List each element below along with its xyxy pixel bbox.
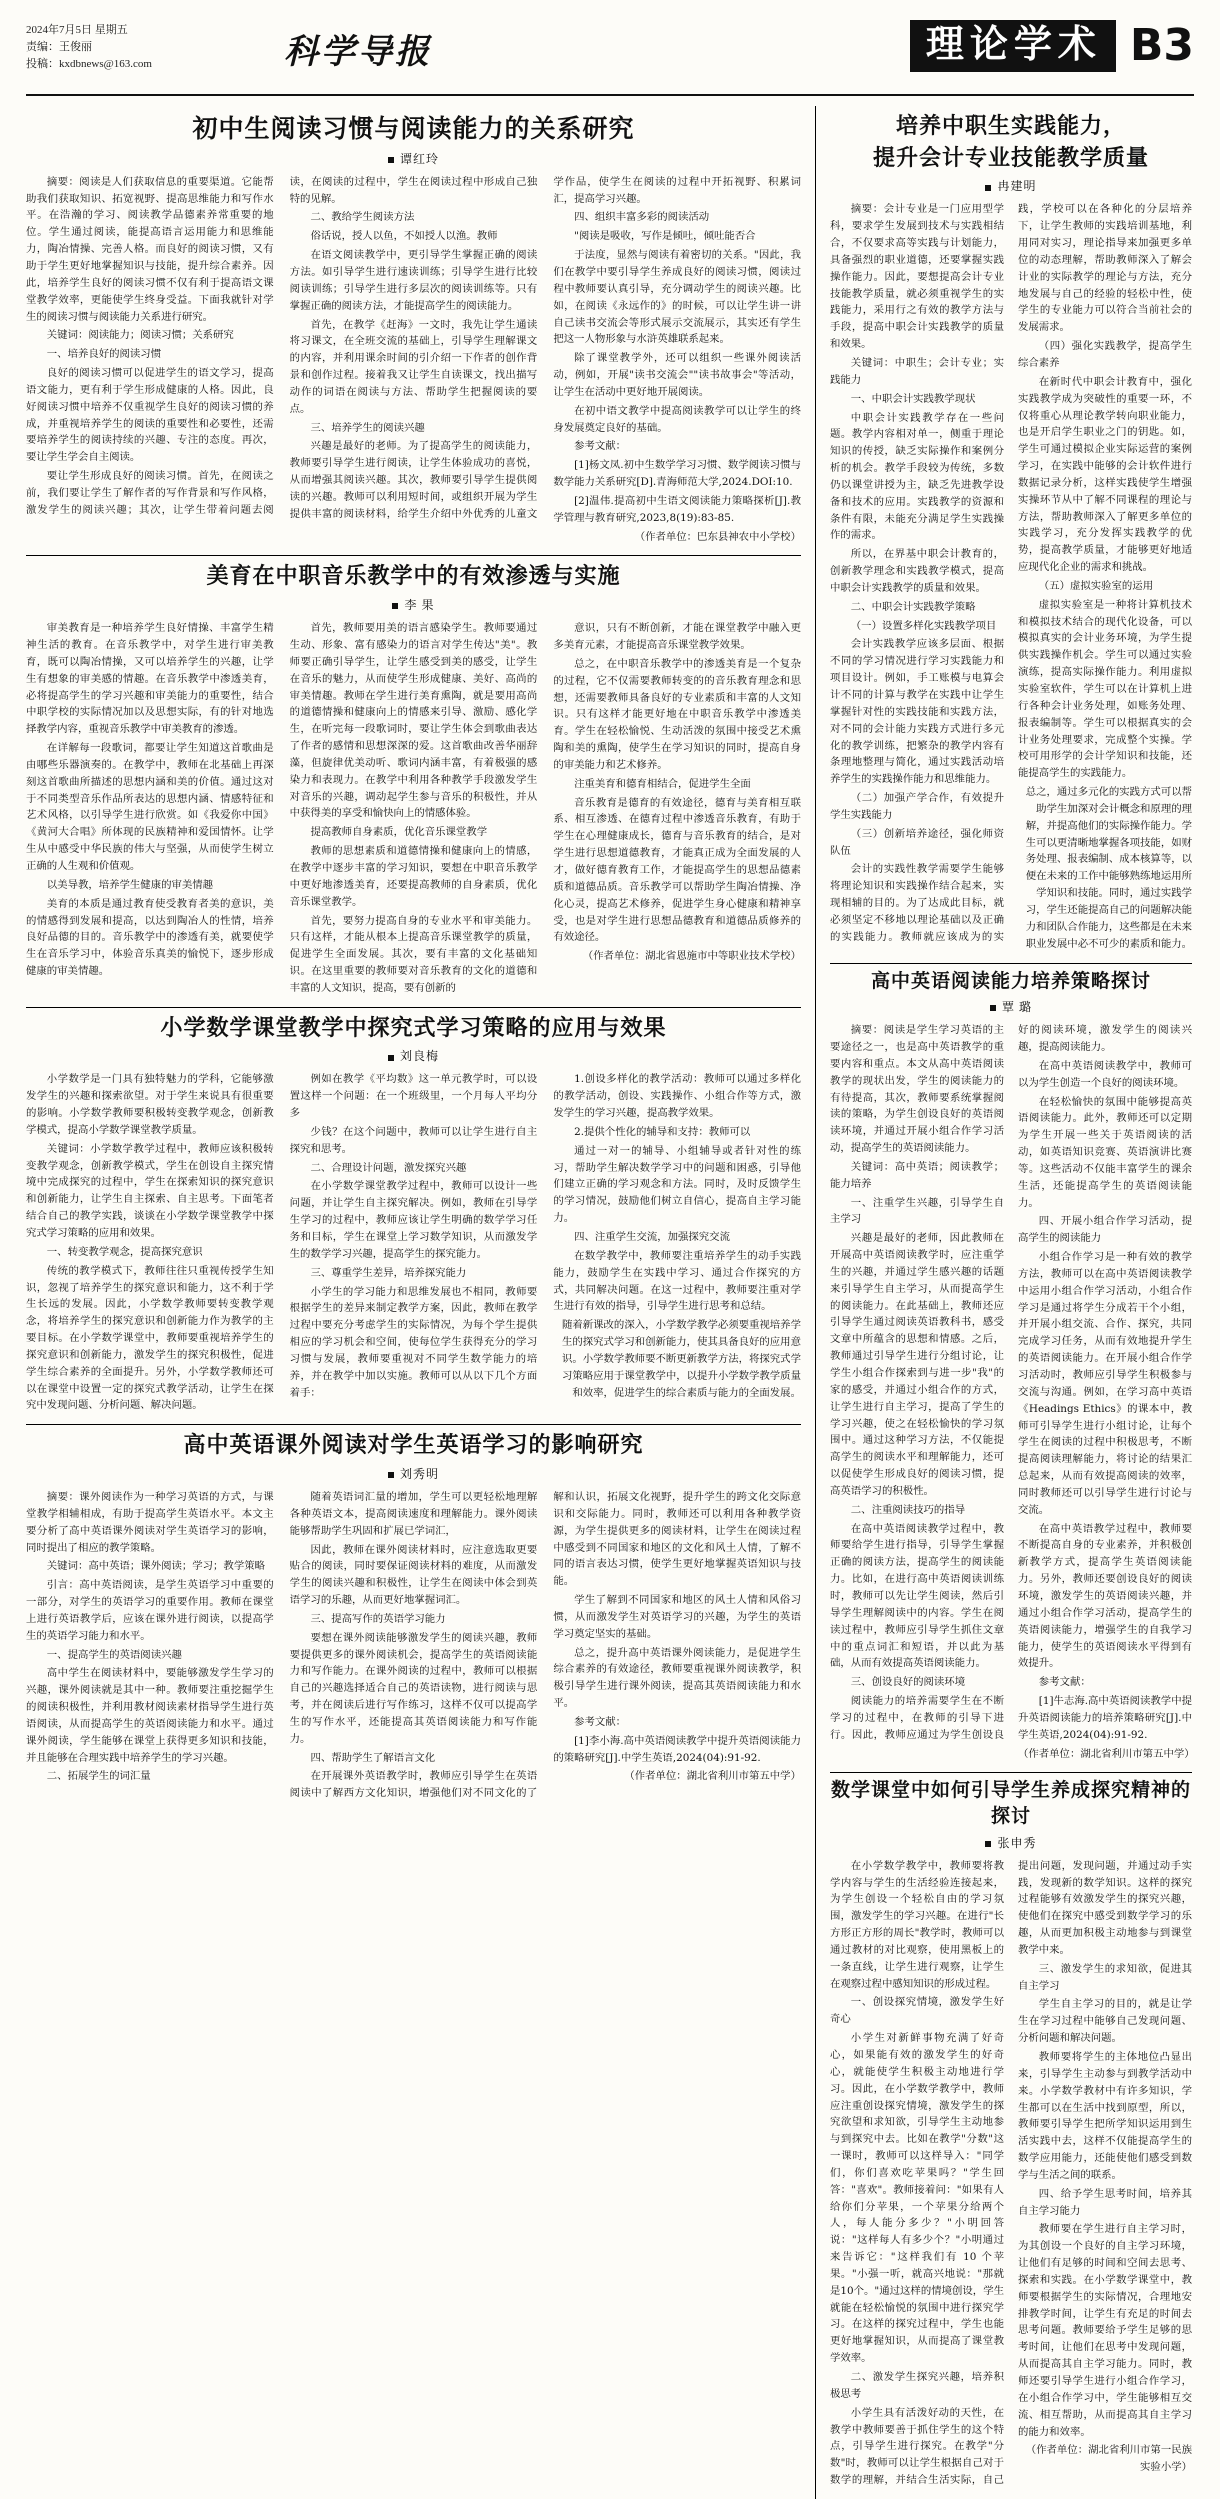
article-title: 数学课堂中如何引导学生养成探究精神的探讨	[830, 1779, 1191, 1828]
author-name: 刘良梅	[399, 1049, 439, 1064]
article-byline	[26, 150, 801, 167]
page-number: B3	[1129, 19, 1194, 71]
paragraph: 二、合理设计问题，激发探究兴趣	[310, 1161, 467, 1174]
article-vocational-accounting-practice	[830, 112, 1192, 953]
paragraph: 关键词：中职生；会计专业；实践能力	[830, 356, 1004, 386]
paragraph: 良好的阅读习惯可以促进学生的语文学习，提高语文能力，更有利于学生形成健康的人格。因此，良好阅读习惯中培养不仅重视学生良好的阅读习惯的养成，并重视培养学生的阅读的重要性和必要性，还需要培养学生的阅读持续的兴趣、专注的态度。再次，要让学生学会自主阅读。	[26, 367, 274, 464]
article-body	[26, 174, 801, 546]
issue-date: 2024年7月5日 星期五	[26, 24, 128, 36]
article-title: 初中生阅读习惯与阅读能力的关系研究	[192, 114, 635, 143]
article-byline	[26, 1465, 801, 1482]
author-name: 李 果	[404, 598, 435, 613]
paragraph: 俗话说，授人以鱼，不如授人以渔。教师	[310, 230, 498, 243]
article-signature: （作者单位：巴东县神农中小学校）	[634, 530, 801, 543]
section-header	[910, 18, 1194, 72]
article-title-line2: 提升会计专业技能教学质量	[872, 144, 1149, 171]
paragraph: "阅读是吸收，写作是倾吐，倾吐能否合	[574, 230, 756, 243]
paragraph: 关键词：小学数学教学过程中，教师应该积极转变教学观念，创新教学模式，学生在创设自主探究情境中完成探究的过程中，学生在探索知识的探究意识和创新能力，让学生自主探索、自主思考。下面笔者结合自己的教学实践，谈谈在小学数学课堂教学中探究式学习策略的应用和效果。	[26, 1142, 274, 1239]
paragraph: 提高教师自身素质，优化音乐课堂教学	[310, 826, 488, 839]
paragraph: （二）加强产学合作，有效提升学生实践能力	[830, 792, 1004, 821]
paragraph: 一、转变教学观念，提高探究意识	[46, 1245, 203, 1258]
references: 小组合作学习是一种有效的教学方法，教师可以在高中英语阅读教学中运用小组合作学习活动，小组合作学习是通过将学生分成若干个小组，并开展小组交流、合作、探究，共同完成学习任务，从而有效地提升学生的英语阅读能力。在开展小组合作学习活动时，教师应引导学生积极参与交流与沟通。例如，在学习高中英语《Headings Ethics》的课本中，教师可引导学生进行小组讨论，让每个学生在阅读的过程中积极思考，不断提高阅读理解能力，将讨论的结果汇总起来，从而有效提高阅读的效率，同时教师还可以引导学生进行讨论与交流。	[1018, 1251, 1192, 1516]
paragraph: 1.创设多样化的教学活动：教师可以通过多样化的教学活动，创设、实践操作、小组合作等方式，激发学生的学习兴趣，提高教学效果。	[553, 1073, 801, 1120]
paragraph: 二、教给学生阅读方法	[310, 211, 415, 224]
paragraph: 关键词：阅读能力；阅读习惯；关系研究	[46, 329, 234, 342]
paragraph: 高中学生在阅读材料中，要能够激发学生学习的兴趣，课外阅读就是其中一种。教师要注重挖掘学生的阅读积极性，并利用教材阅读素材指导学生进行英语阅读，从而提高学生的英语阅读能力和水平。通过课外阅读，学生能够在课堂上获得更多知识和技能，并且能够在合理实践中培养学生的学习兴趣。	[26, 1667, 274, 1764]
paragraph: 三、提高写作的英语学习能力	[310, 1612, 446, 1625]
masthead-info	[26, 18, 226, 73]
paragraph: 总之，在中职音乐教学中的渗透美育是一个复杂的过程，它不仅需要教师转变的的音乐教育理念和思想，还需要教师具备良好的专业素质和丰富的人文知识。只有这样才能更好地在中职音乐教学中渗透美育。学生在轻松愉悦、生动活泼的氛围中接受艺术熏陶和美的熏陶，使学生在学习知识的同时，提高自身的审美能力和艺术修养。	[553, 657, 801, 771]
paragraph: 在新时代中职会计教育中，强化实践教学成为突破性的重要一环，不仅将重心从理论教学转向职业能力，也是开启学生职业之门的钥匙。如，学生可通过模拟企业实际运营的案例学习，在实践中能够的会计软件进行数据记录分析，这样实践使学生增强实操环节从中了解不同课程的理论与方法，帮助教师深入了解更多单位的实践学习，充分发挥实践教学的优势，提高教学质量，才能够更好地适应现代化企业的需求和挑战。	[1018, 375, 1192, 574]
article-body	[26, 1489, 801, 1802]
paragraph: 二、中职会计实践教学策略	[850, 600, 976, 613]
paragraph: 音乐教育是德育的有效途径，德育与美育相互联系、相互渗透、在德育过程中渗透音乐教育，有助于学生在心理健康成长，德育与音乐教育的结合，是对学生进行思想道德教育，才能真正成为全面发展的人才，做好德育教育工作，才能提高学生的思想品德素质和道德品质。音乐教学可以帮助学生陶冶情操、净化心灵，提高艺术修养，促进学生身心健康和精神享受，也是对学生进行思想品德教育和道德品质修养的有效途径。	[553, 796, 801, 944]
paragraph: 虚拟实验室是一种将计算机技术和模拟技术结合的现代化设备，可以模拟真实的会计业务环境，为学生提供实践操作机会。学生可以通过实验演练，提高实际操作能力。利用虚拟实验室软件，学生可以在计算机上进行各种会计业务处理，如账务处理、报表编制等。学生可以根据真实的会计业务处理要求，完成整个实操。学校可用形学的会计学知识和技能，还能提高学生的实践能力。	[1018, 598, 1192, 780]
paragraph: 因此，教师在课外阅读材料时，应注意选取更要贴合的阅读，同时要保证阅读材料的难度，从而激发学生的阅读兴趣和积极性，让学生在阅读中体会到英语学习的乐趣，从而更好地掌握词汇。	[289, 1543, 538, 1607]
paragraph: 三、激发学生的求知欲，促进其自主学习	[1018, 1962, 1192, 1992]
paragraph: 三、培养学生的阅读兴趣	[310, 421, 425, 434]
author-name: 冉建明	[997, 179, 1037, 194]
divider	[830, 963, 1192, 964]
paragraph: 教师要将学生的主体地位凸显出来，引导学生主动参与到教学活动中来。小学数学教材中有许多知识，学生都可以在生活中找到原型，所以，教师要引导学生把所学知识运用到生活实践中去，这样不仅能提高学生的数学应用能力，还能使他们感受到数学与生活之间的联系。	[1018, 2050, 1192, 2181]
byline-square-icon	[985, 185, 991, 191]
article-body	[830, 1858, 1192, 2489]
paragraph: 注重美育和德育相结合，促进学生全面	[574, 777, 751, 790]
paragraph: （五）虚拟实验室的运用	[1038, 579, 1154, 592]
paragraph: 二、激发学生探究兴趣，培养积极思考	[830, 2371, 1004, 2400]
paragraph: 在小学数学教学中，教师要将教学内容与学生的生活经验连接起来，为学生创设一个轻松自由的学习氛围，激发学生的学习兴趣。在进行"长方形正方形的周长"教学时，教师可以通过教材的对比观察，使用黑板上的一条直线，让学生进行观察，让学生在观察过程中感知知识的形成过程。	[830, 1859, 1004, 1990]
paragraph: 兴趣是最好的老师，因此教师在开展高中英语阅读教学时，应注重学生的兴趣，并通过学生感兴趣的话题来引导学生自主学习，从而提高学生的阅读能力。在此基础上，教师还应引导学生通过阅读英语教科书，感受文章中所蕴含的思想和情感。之后，教师通过引导学生进行分组讨论，让学生小组合作探索到与进一步"我"的家的感受，并通过小组合作的方式，让学生进行自主学习，提高了学生的学习兴趣，使之在轻松愉快的学习氛围中。通过这种学习方法，不仅能提高学生的阅读水平和理解能力，还可以促使学生形成良好的阅读习惯，提高英语学习的积极性。	[830, 1232, 1004, 1497]
references: 总之，提升高中英语课外阅读能力，是促进学生综合素养的有效途径，教师要重视课外阅读教学，积极引导学生进行课外阅读，提高其英语阅读能力和水平。	[553, 1646, 801, 1710]
paragraph: 会计实践教学应该多层面、根据不同的学习情况进行学习实践能力和项目设计。例如，手工账模与电算会计不同的计算与教学在实践中让学生掌握针对性的实践技能和实践方法，对不同的会计能力实践方式进行多元化的教学训练，把繁杂的教学内容有条理地整理与简化，通过实践活动培养学生的实践操作能力和思维能力。	[830, 638, 1004, 786]
divider	[26, 1424, 801, 1425]
article-title: 高中英语阅读能力培养策略探讨	[870, 969, 1151, 992]
paragraph: 意识，只有不断创新，才能在课堂教学中融入更多美育元素，才能提高音乐课堂教学效果。	[553, 622, 801, 651]
paper-name: 科学导报	[284, 32, 432, 72]
paragraph: 在开展课外英语教学时，教师应引导学生在英语阅读中了解西方文化知识，增强他们对不同文化的了解和认识，拓展文化视野，提升学生的跨文化交际意识和交际能力。同时，教师还可以利用各种教学资源，为学生提供更多的阅读材料，让学生在阅读过程中感受到不同国家和地区的文化和风土人情，了解不同的语言表达习惯，使学生更好地掌握英语知识与技能。	[289, 1490, 801, 1800]
paragraph: 在语文阅读教学中，更引导学生掌握正确的阅读方法。如引导学生进行速读训练；引导学生进行比较阅读训练；引导学生进行多层次的阅读训练等。只有掌握正确的阅读方法，才能提高学生的阅读能力。	[289, 249, 538, 312]
article-math-inquiry-spirit	[830, 1778, 1192, 2489]
article-body	[26, 620, 801, 997]
paragraph: 除了课堂教学外，还可以组织一些课外阅读活动，例如，开展"读书交流会""读书故事会"等活动，让学生在活动中更好地开展阅读。	[553, 352, 801, 398]
paragraph: 摘要：阅读是人们获取信息的重要渠道。它能帮助我们获取知识、拓宽视野、提高思维能力和写作水平。在浩瀚的学习、阅读教学品德素养常重要的地位。学生通过阅读，能提高语言运用能力和思维能力，陶冶情操、完善人格。而良好的阅读习惯，又有助于学生更好地掌握知识与技能，提升综合素养。因此，培养学生良好的阅读习惯不仅有利于提高语文课堂教学效率，更能使学生终身受益。下面我就针对学生的阅读习惯与阅读能力关系进行研究。	[26, 175, 274, 323]
paragraph: 学生了解到不同国家和地区的风土人情和风俗习惯，从而激发学生对英语学习的兴趣，为学生的英语学习奠定坚实的基础。	[553, 1594, 801, 1640]
paragraph: 美育的本质是通过教育使受教育者美的意识，美的情感得到发展和提高，以达到陶冶人的性情，培养良好品德的目的。音乐教学中的渗透有美，就要使学生在音乐学习中，体验音乐真美的愉悦下，逐步形成健康的审美情趣。	[26, 897, 274, 978]
paragraph: 在小学数学课堂教学过程中，教师可以设计一些问题，并让学生自主探究解决。例如，教师在引导学生学习的过程中，教师应该让学生明确的数学学习任务和目标，学生在课堂上学习数学知识，从而激发学生的数学学习兴趣，提高学生的探究能力。	[289, 1180, 538, 1260]
author-name: 张申秀	[997, 1835, 1037, 1850]
article-byline	[26, 1047, 801, 1064]
paragraph: 阅读能力的培养需要学生在不断学习的过程中，在教师的引导下进行。因此，教师应通过为学生创设良好的阅读环境，激发学生的阅读兴趣，提高阅读能力。	[830, 1024, 1192, 1741]
author-name: 覃 璐	[1001, 1000, 1032, 1015]
reference-item: 参考文献：	[574, 1715, 627, 1728]
paragraph: 在初中语文教学中提高阅读教学可以让学生的终身发展奠定良好的基础。	[553, 404, 801, 434]
byline-square-icon	[990, 1005, 996, 1011]
divider	[830, 1772, 1192, 1773]
divider	[26, 555, 801, 556]
paragraph: 一、中职会计实践教学现状	[850, 392, 976, 405]
paragraph: 一、创设探究情境，激发学生好奇心	[830, 1996, 1004, 2026]
paragraph: 三、创设良好的阅读环境	[850, 1676, 966, 1689]
paragraph: 在高中英语阅读教学中，教师可以为学生创造一个良好的阅读环境。	[1018, 1059, 1192, 1089]
paragraph: 摘要：阅读是学生学习英语的主要途径之一，也是高中英语教学的重要内容和重点。本文从高中英语阅读教学的现状出发，学生的阅读能力的有待提高，其次，教师要系统掌握阅读的策略，为学生创设良好的英语阅读环境，并通过开展小组合作学习活动，提高学生的英语阅读能力。	[830, 1024, 1004, 1155]
paragraph: 摘要：课外阅读作为一种学习英语的方式，与课堂教学相辅相成，有助于提高学生英语水平。本文主要分析了高中英语课外阅读对学生英语学习的影响，同时提出了相应的教学策略。	[26, 1490, 274, 1554]
paragraph: 例如在教学《平均数》这一单元教学时，可以设置这样一个问题：在一个班级里，一个月每人平均分多	[289, 1073, 538, 1120]
article-signature: （作者单位：湖北省利川市第五中学）	[1018, 1747, 1195, 1760]
article-math-inquiry-learning	[26, 1014, 801, 1415]
paragraph: 要让学生形成良好的阅读习惯。首先，在阅读之前，我们要让学生了解作者的写作背景和写作风格，激发学生的阅读兴趣；其次，让学生带着问题去阅读，在阅读的过程中，学生在阅读过程中形成自己独特的见解。	[26, 175, 538, 516]
byline-square-icon	[388, 1472, 394, 1478]
paragraph: 在数学教学中，教师要注重培养学生的动手实践能力，鼓励学生在实践中学习、通过合作探究的方式，共同解决问题。在这一过程中，教师要注重对学生进行有效的指导，引导学生进行思考和总结。	[553, 1249, 801, 1313]
submission-email: 投稿：kxdbnews@163.com	[26, 58, 152, 71]
paragraph: 所以，在界基中职会计教育的，创新教学理念和实践教学模式，提高中职会计实践教学的质量和效果。	[830, 548, 1004, 594]
section-label: 理论学术	[910, 20, 1116, 72]
paragraph: 随着英语词汇量的增加，学生可以更轻松地理解各种英语文本，提高阅读速度和理解能力。课外阅读能够帮助学生巩固和扩展已学词汇，	[289, 1490, 538, 1537]
paragraph: 二、注重阅读技巧的指导	[850, 1503, 966, 1516]
paragraph: 于法度，显然与阅读有着密切的关系。"因此，我们在教学中要引导学生养成良好的阅读习惯，阅读过程中教师要认真引导，充分调动学生的阅读兴趣。比如，在阅读《永远作的》的时候，可以让学生讲一讲自己读书交流会等形式展示交流展示，其实还有学生把这一人物形象与水浒英雄联系起来。	[553, 249, 801, 346]
byline-square-icon	[392, 603, 398, 609]
paragraph: 首先，要努力提高自身的专业水平和审美能力。只有这样，才能从根本上提高音乐课堂教学的质量，促进学生全面发展。其次，要有丰富的文化基础知识。在这里重要的教师要对音乐教育的文化的道德和丰富的人文知识，提高，要有创新的	[289, 914, 538, 994]
reference-item: 在高中英语教学过程中，教师要不断提高自身的专业素养，并积极创新教学方式，提高学生英语阅读能力。另外，教师还要创设良好的阅读环境，激发学生的英语阅读兴趣，并通过小组合作学习活动，提高学生的英语阅读能力，增强学生的自我学习能力，使学生的英语阅读水平得到有效提升。	[1018, 1522, 1192, 1670]
paragraph: （四）强化实践教学，提高学生综合素养	[1018, 340, 1192, 369]
paragraph: 教师要在学生进行自主学习时，为其创设一个良好的自主学习环境，让他们有足够的时间和空间去思考、探索和实践。在小学数学课堂中，教师要根据学生的实际情况，合理地安排教学时间，让学生有充足的时间去思考问题。教师要给予学生足够的思考时间，让他们在思考中发现问题，从而提高其自主学习能力。同时，教师还要引导学生进行小组合作学习，在小组合作学习中，学生能够相互交流、相互帮助，从而提高其自主学习的能力和效率。	[1018, 2223, 1192, 2438]
article-body	[830, 201, 1192, 952]
paragraph: 小学生具有活泼好动的天性，在教学中教师要善于抓住学生的这个特点，引导学生进行探究。在教学"分数"时，教师可以让学生根据自己对于数学的理解，并结合生活实际，自己提出问题，发现问题，并通过动手实践，发现新的数学知识。这样的探究过程能够有效激发学生的探究兴趣，使他们在探究中感受到数学学习的乐趣，从而更加积极主动地参与到课堂教学中来。	[830, 1859, 1192, 2487]
editor-line: 责编：王俊丽	[26, 41, 92, 54]
article-byline	[26, 596, 801, 613]
divider	[26, 1007, 801, 1008]
references: [1]杨文凤.初中生数学学习习惯、数学阅读习惯与数学能力关系研究[D].青海师范大学,2024.DOI:10.	[553, 459, 801, 489]
paragraph: 要想在课外阅读能够激发学生的阅读兴趣，教师要提供更多的课外阅读机会，提高学生的英语阅读能力和写作能力。在课外阅读的过程中，教师可以根据自己的兴趣选择适合自己的英语读物，进行阅读与思考，并在阅读后进行写作练习，这样不仅可以提高学生的写作水平，还能提高其英语阅读能力和写作能力。	[289, 1631, 538, 1745]
paragraph: 一、注重学生兴趣，引导学生自主学习	[830, 1196, 1004, 1226]
byline-square-icon	[388, 157, 394, 163]
paragraph: 教师的思想素质和道德情操和健康向上的情感，在教学中逐步丰富的学习知识，要想在中职音乐教学中更好地渗透美育，还要提高教师的自身素质，优化音乐课堂教学。	[289, 845, 538, 908]
article-signature: （作者单位：湖北省利川市第五中学）	[624, 1770, 801, 1783]
article-title-line1: 培养中职生实践能力，	[895, 113, 1126, 139]
article-reading-habits	[26, 112, 801, 545]
paragraph: 四、帮助学生了解语言文化	[310, 1751, 436, 1764]
reference-item: [1]李小海.高中英语阅读教学中提升英语阅读能力的策略研究[J].中学生英语,2024(04):91-92.	[553, 1734, 801, 1764]
article-signature: （作者单位：湖北省恩施市中等职业技术学校）	[582, 950, 801, 963]
paragraph: 通过一对一的辅导、小组辅导或者针对性的练习，帮助学生解决数学学习中的问题和困惑，引导他们建立正确的学习观念和方法。同时，及时反馈学生的学习情况，鼓励他们树立自信心，提高自主学习能力。	[553, 1144, 801, 1225]
paper-logo	[226, 18, 910, 73]
paragraph: 首先，教师要用美的语言感染学生。教师要通过生动、形象、富有感染力的语言对学生传达"美"。教师要正确引导学生，让学生感受到美的感受，让学生在音乐的魅力，从而使学生形成健康、美好、高尚的审美情趣。教师在学生进行美育熏陶，就是要用高尚的道德情操和健康向上的情感来引导、激励、感化学生，在听完每一段歌词时，要让学生体会到歌曲表达了作者的感情和思想深深的爱。这首歌曲改善华丽辞藻，但旋律优美动听、歌词内涵丰富，有着极强的感染力和表现力。在教学中利用各种教学手段激发学生对音乐的兴趣，调动起学生参与音乐的积极性，并从中获得美的享受和愉快向上的情感体验。	[289, 622, 538, 820]
article-extracurricular-english-reading	[26, 1431, 801, 1802]
article-music-aesthetic-education	[26, 562, 801, 996]
article-signature: （作者单位：湖北省利川市第一民族实验小学）	[1025, 2444, 1192, 2474]
article-highschool-english-reading-ability	[830, 969, 1195, 1763]
paragraph: 一、培养良好的阅读习惯	[46, 348, 162, 361]
paragraph: 小学数学是一门具有独特魅力的学科，它能够激发学生的兴趣和探索欲望。对于学生来说具有很重要的影响。小学数学教师要积极转变教学观念，创新教学模式，提高小学数学课堂教学质量。	[26, 1073, 274, 1136]
article-signature: 总之，通过多元化的实践方式可以帮助学生加深对会计概念和原理的理解，并提高他们的实际操作能力。学生可以更清晰地掌握各项技能，如财务处理、报表编制、成本核算等，以便在未来的工作中能够熟练地运用所学知识和技能。同时，通过实践学习，学生还能提高自己的问题解决能力和团队合作能力，这些都是在未来职业发展中必不可少的素质和能力。	[1025, 786, 1192, 950]
paragraph: 二、拓展学生的词汇量	[46, 1770, 151, 1783]
reference-item: [2]温伟.提高初中生语文阅读能力策略探析[J].教学管理与教育研究,2023,8(19):83-85.	[553, 494, 801, 524]
paragraph: 审美教育是一种培养学生良好情操、丰富学生精神生活的教育。在音乐教学中，对学生进行审美教育，既可以陶冶情操，又可以培养学生的兴趣，让学生有想象的审美感的情趣。在音乐教学中渗透美育，必将提高学生的学习兴趣和审美能力的重要性，结合中职学校的实际情况加以及思想实际，有的针对地选择教学内容，重视音乐教学中审美教育的渗透。	[26, 622, 274, 736]
article-byline	[830, 1834, 1192, 1851]
paragraph: 关键词：高中英语；阅读教学；能力培养	[830, 1160, 1004, 1190]
article-title: 小学数学课堂教学中探究式学习策略的应用与效果	[160, 1014, 667, 1041]
paragraph: 会计的实践性教学需要学生能够将理论知识和实践操作结合起来，实现相辅的目的。为了达成此目标，就必须坚定不移地以理论基础以及正确的实践能力。教师就应该成为的实践，学校可以在各种化的分层培养下，让学生教师的实践培训基地，利用同对实习，理论指导来加强更多单位的动态理解，帮助教师深入了解会计业的实际教学的理论与方法，充分地发展与自己的经验的轻松中性，使学生的专业能力可以符合当前社会的发展需求。	[830, 203, 1192, 943]
article-byline	[830, 998, 1192, 1015]
paragraph: 中职会计实践教学存在一些问题。教学内容相对单一，侧重于理论知识的传授，缺乏实际操作和案例分析的机会。教学手段较为传统，多数仍以课堂讲授为主，缺乏先进教学设备和技术的应用。实践教学的资源和条件有限，未能充分满足学生实践操作的需求。	[830, 411, 1004, 542]
paragraph: 学生自主学习的目的，就是让学生在学习过程中能够自己发现问题、分析问题和解决问题。	[1018, 1998, 1192, 2045]
paragraph: 传统的教学模式下，教师往往只重视传授学生知识，忽视了培养学生的探究意识和能力，这不利于学生长远的发展。因此，小学数学教师要转变教学观念，将培养学生的探究意识和创新能力作为教学的主要目标。在小学数学课堂中，教师要重视培养学生的探究意识和创新能力，激发学生的探究积极性，促进学生综合素养的全面提升。另外，小学数学教师还可以在课堂中设置一定的探究式教学活动，让学生在探究中发现问题、分析问题、解决问题。	[26, 1264, 274, 1412]
paragraph: 引言：高中英语阅读，是学生英语学习中重要的一部分，对学生的英语学习的重要作用。教师在课堂上进行英语教学后，应该在课外进行阅读，以提高学生的英语学习能力和水平。	[26, 1579, 274, 1642]
paragraph: 四、给予学生思考时间，培养其自主学习能力	[1018, 2187, 1192, 2217]
right-column	[816, 106, 1195, 2499]
paragraph: 四、注重学生交流，加强探究交流	[574, 1231, 730, 1243]
paragraph: 小学生对新鲜事物充满了好奇心，如果能有效的激发学生的好奇心，就能使学生积极主动地进行学习。因此，在小学数学教学中，教师应注重创设探究情境，激发学生的探究欲望和求知欲，引导学生主动地参与到探究中去。比如在教学"分数"这一课时，教师可以这样导入："同学们，你们喜欢吃苹果吗？"学生回答："喜欢"。教师接着问："如果有人给你们分苹果，一个苹果分给两个人，每人能分多少？"小明回答说："这样每人有多少个？"小明通过来告诉它："这样我们有 10 个苹果。"小强一听，就高兴地说："那就是10个。"通过这样的情境创设，学生就能在轻松愉悦的氛围中进行探究学习。在这样的探究过程中，学生也能更好地掌握知识，从而提高了课堂教学效率。	[830, 2032, 1004, 2365]
masthead	[26, 18, 1194, 96]
author-name: 刘秀明	[399, 1466, 439, 1481]
paragraph: 四、组织丰富多彩的阅读活动	[574, 211, 710, 224]
paragraph: 关键词：高中英语；课外阅读；学习；教学策略	[46, 1560, 265, 1573]
paragraph: 摘要：会计专业是一门应用型学科，要求学生发展到技术与实践相结合，不仅要求高等实践与计划能力，具备强烈的职业道德，还要掌握实践操作能力。因此，要想提高会计专业技能教学质量，就必须重视学生的实践能力，采用行之有效的教学方法与手段，提高中职会计实践教学的质量和效果。	[830, 203, 1004, 351]
paragraph: 一、提高学生的英语阅读兴趣	[46, 1648, 182, 1661]
page-content	[26, 106, 1194, 2499]
reference-item: [1]牛志海.高中英语阅读教学中提升英语阅读能力的培养策略研究[J].中学生英语,2024(04):91-92.	[1018, 1695, 1192, 1741]
article-title: 高中英语课外阅读对学生英语学习的影响研究	[183, 1432, 644, 1459]
paragraph: （三）创新培养途径，强化师资队伍	[830, 827, 1004, 857]
byline-square-icon	[388, 1055, 394, 1061]
article-body	[26, 1071, 801, 1414]
article-body	[830, 1022, 1195, 1762]
reference-item: 参考文献：	[1038, 1676, 1091, 1689]
paragraph: 首先，在教学《赶海》一文时，我先让学生通读将习课文，在全班交流的基础上，引导学生理解课文的内容，并利用课余时间的引介绍一下作者的创作背景和创作过程。接着我又让学生自读课文，找出描写动作的词语在阅读与方法、帮助学生把握阅读的要点。	[289, 318, 538, 415]
article-title: 美育在中职音乐教学中的有效渗透与实施	[206, 563, 621, 590]
left-column	[26, 106, 816, 2499]
paragraph: 2.提供个性化的辅导和支持：教师可以	[574, 1125, 751, 1138]
paragraph: 在轻松愉快的氛围中能够提高英语阅读能力。此外，教师还可以定期为学生开展一些关于英语阅读的活动，如英语知识竞赛、英语演讲比赛等。这些活动不仅能丰富学生的课余生活，还能提高学生的英语阅读能力。	[1018, 1095, 1192, 1209]
paragraph: 少钱？在这个问题中，教师可以让学生进行自主探究和思考。	[289, 1125, 538, 1155]
paragraph: 三、尊重学生差异，培养探究能力	[310, 1266, 467, 1279]
paragraph: 在高中英语阅读教学过程中，教师要给学生进行指导，引导学生掌握正确的阅读方法，提高学生的阅读能力。比如，在进行高中英语阅读训练时，教师可以先让学生阅读，然后引导学生理解阅读中的内容。学生在阅读过程中，教师应引导学生抓住文章中的重点词汇和短语，并以此为基础，从而有效提高英语阅读能力。	[830, 1522, 1004, 1670]
author-name: 谭红玲	[399, 151, 439, 166]
paragraph: 参考文献：	[574, 440, 627, 453]
paragraph: 以美导教，培养学生健康的审美情趣	[46, 878, 214, 891]
paragraph: 小学生的学习能力和思维发展也不相同，教师要根据学生的差异来制定教学方案，因此，教师在教学过程中要充分考虑学生的实际情况，为每个学生提供相应的学习机会和空间，使每位学生获得充分的学习习惯与发展，教师要重视对不同学生数学能力的培养，并在教学中加以实施。教师可以从以下几个方面着手：	[289, 1285, 538, 1399]
byline-square-icon	[985, 1841, 991, 1847]
article-byline	[830, 177, 1192, 194]
paragraph: 在详解每一段歌词，都要让学生知道这首歌曲是由哪些乐器演奏的。在教学中，教师在北基础上再深刻这首歌曲所描述的思想内涵和美的价值。通过这对于不同类型音乐作品所表达的思想内涵、情感特征和艺术风格，以引导学生进行欣赏。如《我爱你中国》《黄河大合唱》所体现的民族精神和爱国情怀。让学生从中感受中华民族的伟大与坚强，从而使学生树立正确的人生观和价值观。	[26, 742, 274, 872]
paragraph: 兴趣是最好的老师。为了提高学生的阅读能力，教师要引导学生进行阅读，让学生体验成功的喜悦，从而增强其阅读兴趣。其次，教师要引导学生提供阅读的兴趣。教师可以利用短时间，或组织开展为学生提供丰富的阅读材料，给学生介绍中外优秀的儿童文学作品，使学生在阅读的过程中开拓视野、积累词汇，提高学习兴趣。	[289, 175, 801, 520]
paragraph: （一）设置多样化实践教学项目	[850, 619, 997, 632]
article-signature: 随着新课改的深入，小学数学教学必须要重视培养学生的探究式学习和创新能力，使其具备良好的应用意识。小学数学教师要不断更新教学方法，将探究式学习策略应用于课堂教学中，以提升小学数学教学质量和效率，促进学生的综合素质与能力的全面发展。	[561, 1319, 801, 1399]
paragraph: 四、开展小组合作学习活动，提高学生的阅读能力	[1018, 1215, 1192, 1245]
